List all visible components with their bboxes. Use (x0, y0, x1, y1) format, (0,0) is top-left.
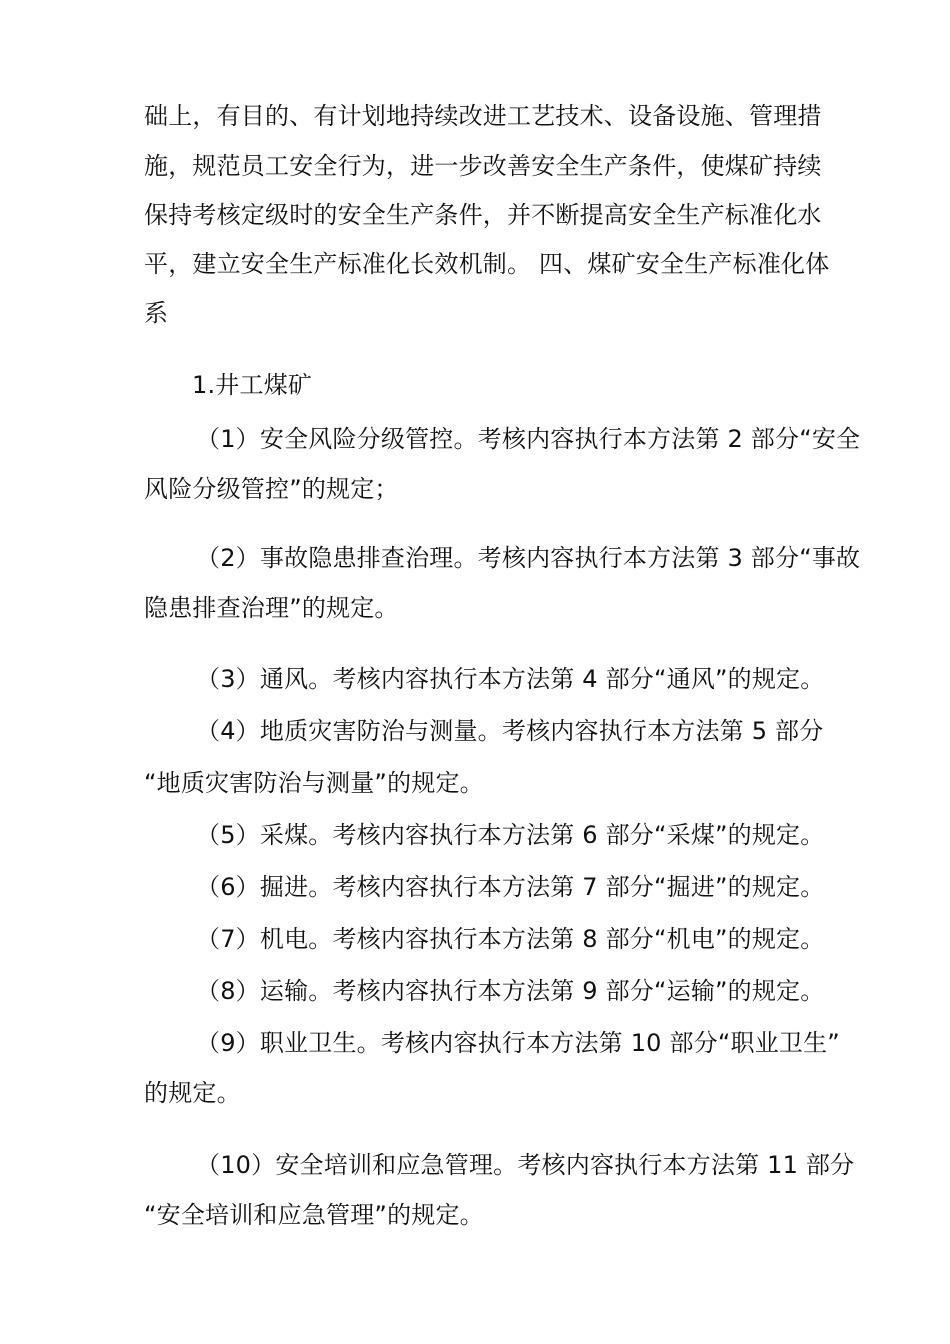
list-item-line: （1）安全风险分级管控。考核内容执行本方法第 2 部分“安全 (196, 425, 861, 453)
paragraph-line: 础上，有目的、有计划地持续改进工艺技术、设备设施、管理措 (144, 102, 822, 130)
paragraph-line: 施，规范员工安全行为，进一步改善安全生产条件，使煤矿持续 (144, 152, 822, 180)
list-item-line: （5）采煤。考核内容执行本方法第 6 部分“采煤”的规定。 (196, 821, 825, 849)
list-item-line: 的规定。 (144, 1079, 241, 1107)
list-item-line: （7）机电。考核内容执行本方法第 8 部分“机电”的规定。 (196, 925, 825, 953)
list-item-line: （4）地质灾害防治与测量。考核内容执行本方法第 5 部分 (196, 717, 824, 745)
list-item-line: （10）安全培训和应急管理。考核内容执行本方法第 11 部分 (196, 1151, 855, 1179)
paragraph-line: 平，建立安全生产标准化长效机制。 四、煤矿安全生产标准化体 (144, 250, 830, 278)
paragraph-line: 保持考核定级时的安全生产条件，并不断提高安全生产标准化水 (144, 201, 822, 229)
list-item-line: （9）职业卫生。考核内容执行本方法第 10 部分“职业卫生” (196, 1029, 840, 1057)
list-item-line: 风险分级管控”的规定； (144, 475, 399, 503)
paragraph-line: 系 (144, 299, 169, 327)
section-heading: 1.井工煤矿 (192, 371, 313, 399)
list-item-line: （8）运输。考核内容执行本方法第 9 部分“运输”的规定。 (196, 977, 825, 1005)
list-item-line: “地质灾害防治与测量”的规定。 (144, 769, 484, 797)
list-item-line: 隐患排查治理”的规定。 (144, 594, 399, 622)
list-item-line: （3）通风。考核内容执行本方法第 4 部分“通风”的规定。 (196, 665, 825, 693)
list-item-line: “安全培训和应急管理”的规定。 (144, 1201, 484, 1229)
list-item-line: （6）掘进。考核内容执行本方法第 7 部分“掘进”的规定。 (196, 873, 825, 901)
list-item-line: （2）事故隐患排查治理。考核内容执行本方法第 3 部分“事故 (196, 544, 861, 572)
